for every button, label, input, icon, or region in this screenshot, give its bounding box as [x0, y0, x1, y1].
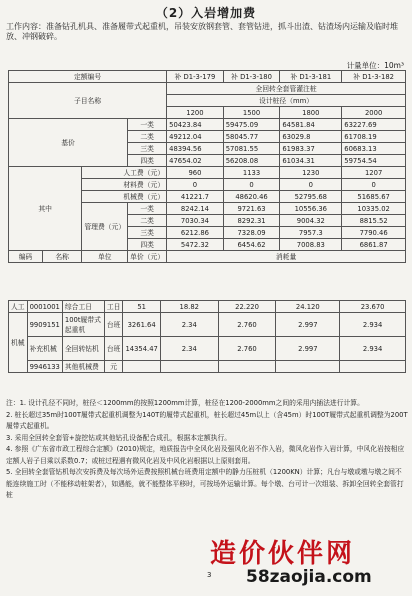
row-label: 二类 — [128, 215, 167, 227]
item-code: 0001001 — [27, 301, 62, 313]
cell-value — [276, 361, 340, 373]
cell-value: 7328.09 — [223, 227, 280, 239]
cell-value: 1207 — [342, 167, 406, 179]
item-unit: 台班 — [104, 313, 123, 337]
cell-value: 23.670 — [340, 301, 406, 313]
consumption-table — [8, 300, 406, 373]
cell-value: 8815.52 — [342, 215, 406, 227]
item-code: 9946133 — [27, 361, 62, 373]
cell-value: 61983.37 — [280, 143, 342, 155]
cell-value: 1230 — [280, 167, 342, 179]
cell-value: 59475.09 — [223, 119, 280, 131]
cell-value: 0 — [167, 179, 224, 191]
work-content: 工作内容：准备钻孔机具、准备履带式起重机，吊装安放钢套管、套管钻进，抓斗出渣、钻渣场内运输及临时堆放、冲钢破碎。 — [6, 22, 398, 41]
item-name: 综合工日 — [62, 301, 104, 313]
page-number: 3 — [207, 571, 212, 579]
quota-code: 补 D1-3-181 — [280, 71, 342, 83]
cell-value: 7008.83 — [280, 239, 342, 251]
watermark-brand: 造价伙伴网 — [210, 539, 356, 569]
note-line: 5. 全回转全套管钻机每次安拆费及每次场外运费按照机械台班费用定额中的静力压桩机（1200KN）计算；凡台与墩或墩与墩之间不能连续施工时（不能移动桩架者），如遇能，就不能整体平移时，可按场外运输计算。每个墩、台可计一次组装、拆卸全回转全套管打桩 — [6, 468, 404, 499]
quota-code: 补 D1-3-182 — [342, 71, 406, 83]
row-label: 四类 — [128, 239, 167, 251]
row-label: 四类 — [128, 155, 167, 167]
cell-value — [340, 361, 406, 373]
item-code: 补充机械 — [27, 337, 62, 361]
price-header: 单价（元） — [128, 251, 167, 263]
quota-table — [8, 70, 406, 263]
quota-code-label: 定额编号 — [9, 71, 167, 83]
cell-value: 7790.46 — [342, 227, 406, 239]
diameter-value: 1200 — [167, 107, 224, 119]
code-header: 编码 — [9, 251, 43, 263]
table-row — [9, 361, 406, 373]
item-price: 51 — [123, 301, 160, 313]
cell-value: 960 — [167, 167, 224, 179]
row-label: 一类 — [128, 203, 167, 215]
cell-value: 48620.46 — [223, 191, 280, 203]
labor-cost-label: 人工费（元） — [82, 167, 167, 179]
note-line: 3. 采用全回转全套管+旋挖钻或其他钻孔设备配合成孔，根据本定额执行。 — [6, 433, 232, 442]
row-label: 一类 — [128, 119, 167, 131]
item-unit: 元 — [104, 361, 123, 373]
cell-value: 63227.69 — [342, 119, 406, 131]
base-price-label: 基价 — [9, 119, 128, 167]
among-label: 其中 — [9, 167, 82, 251]
management-fee-label: 管理费（元） — [82, 203, 128, 251]
cell-value: 49212.04 — [167, 131, 224, 143]
cell-value: 2.34 — [160, 313, 218, 337]
cell-value: 61034.31 — [280, 155, 342, 167]
item-name: 全回转钻机 — [62, 337, 104, 361]
cell-value: 22.220 — [218, 301, 276, 313]
cell-value: 18.82 — [160, 301, 218, 313]
item-name: 其他机械费 — [62, 361, 104, 373]
cell-value: 9721.63 — [223, 203, 280, 215]
cell-value: 64581.84 — [280, 119, 342, 131]
cell-value: 2.997 — [276, 337, 340, 361]
cell-value: 47654.02 — [167, 155, 224, 167]
diameter-value: 2000 — [342, 107, 406, 119]
cell-value: 8242.14 — [167, 203, 224, 215]
watermark-site: 58zaojia.com — [246, 567, 372, 587]
cell-value: 6454.62 — [223, 239, 280, 251]
table-row — [9, 337, 406, 361]
item-price — [123, 361, 160, 373]
row-label: 三类 — [128, 143, 167, 155]
pile-group-label: 全回转全套管灌注桩 — [167, 83, 406, 95]
table-row — [9, 119, 406, 131]
cell-value: 0 — [280, 179, 342, 191]
cell-value: 7957.3 — [280, 227, 342, 239]
consumption-header: 消耗量 — [167, 251, 406, 263]
cell-value: 10335.02 — [342, 203, 406, 215]
cell-value: 10556.36 — [280, 203, 342, 215]
notes — [6, 398, 408, 502]
note-line: 4. 参照《广东省市政工程综合定额》(2010)规定，地质报告中全风化岩及强风化岩不作入岩，微风化岩作入岩计算，中风化岩按相应定额人岩子目乘以系数0.7；或桩过程遇有微风化岩及中风化岩根据以上原则套用。 — [6, 445, 405, 465]
quota-code: 补 D1-3-179 — [167, 71, 224, 83]
table-row — [9, 313, 406, 337]
cell-value: 6861.87 — [342, 239, 406, 251]
cell-value: 2.760 — [218, 313, 276, 337]
measurement-unit: 计量单位：10m³ — [346, 61, 404, 70]
quota-code: 补 D1-3-180 — [223, 71, 280, 83]
item-price: 3261.64 — [123, 313, 160, 337]
table-row — [9, 251, 406, 263]
cell-value: 51685.67 — [342, 191, 406, 203]
name-header: 名称 — [43, 251, 82, 263]
table-row — [9, 301, 406, 313]
cell-value: 9004.32 — [280, 215, 342, 227]
row-label: 二类 — [128, 131, 167, 143]
cell-value: 2.760 — [218, 337, 276, 361]
cell-value: 2.34 — [160, 337, 218, 361]
cell-value: 2.997 — [276, 313, 340, 337]
cell-value: 63029.8 — [280, 131, 342, 143]
cell-value: 2.934 — [340, 337, 406, 361]
item-name: 100t履带式起重机 — [62, 313, 104, 337]
page-title: （2）入岩增加费 — [155, 6, 257, 20]
cell-value: 52795.68 — [280, 191, 342, 203]
cell-value: 8292.31 — [223, 215, 280, 227]
material-cost-label: 材料费（元） — [82, 179, 167, 191]
diameter-value: 1800 — [280, 107, 342, 119]
table-row — [9, 71, 406, 83]
item-price: 14354.47 — [123, 337, 160, 361]
item-name-label: 子目名称 — [9, 83, 167, 119]
cell-value: 57081.55 — [223, 143, 280, 155]
cell-value: 1133 — [223, 167, 280, 179]
cell-value: 0 — [342, 179, 406, 191]
item-unit: 工日 — [104, 301, 123, 313]
unit-header: 单位 — [82, 251, 128, 263]
cell-value: 56208.08 — [223, 155, 280, 167]
cell-value: 6212.86 — [167, 227, 224, 239]
table-row — [9, 167, 406, 179]
cell-value: 0 — [223, 179, 280, 191]
machine-cost-label: 机械费（元） — [82, 191, 167, 203]
row-label: 三类 — [128, 227, 167, 239]
design-diameter-label: 设计桩径（mm） — [167, 95, 406, 107]
cell-value: 61708.19 — [342, 131, 406, 143]
cell-value: 48394.56 — [167, 143, 224, 155]
note-line: 注：1. 设计孔径不同时，桩径＜1200mm的按照1200mm计算，桩径在1200-2000mm之间的采用内插法进行计算。 — [6, 399, 364, 407]
table-row — [9, 83, 406, 95]
cell-value: 41221.7 — [167, 191, 224, 203]
diameter-value: 1500 — [223, 107, 280, 119]
labor-group-label: 人工 — [9, 301, 28, 313]
cell-value: 59754.54 — [342, 155, 406, 167]
cell-value — [160, 361, 218, 373]
cell-value: 24.120 — [276, 301, 340, 313]
cell-value: 60683.13 — [342, 143, 406, 155]
note-line: 2. 桩长超过35m时100T履带式起重机调整为140T的履带式起重机，桩长超过45m以上（含45m）时100T履带式起重机调整为200T履带式起重机。 — [6, 410, 408, 430]
cell-value: 2.934 — [340, 313, 406, 337]
cell-value: 7030.34 — [167, 215, 224, 227]
cell-value — [218, 361, 276, 373]
machine-group-label: 机械 — [9, 313, 28, 373]
item-code: 9909151 — [27, 313, 62, 337]
item-unit: 台班 — [104, 337, 123, 361]
cell-value: 50423.84 — [167, 119, 224, 131]
cell-value: 58045.77 — [223, 131, 280, 143]
cell-value: 5472.32 — [167, 239, 224, 251]
